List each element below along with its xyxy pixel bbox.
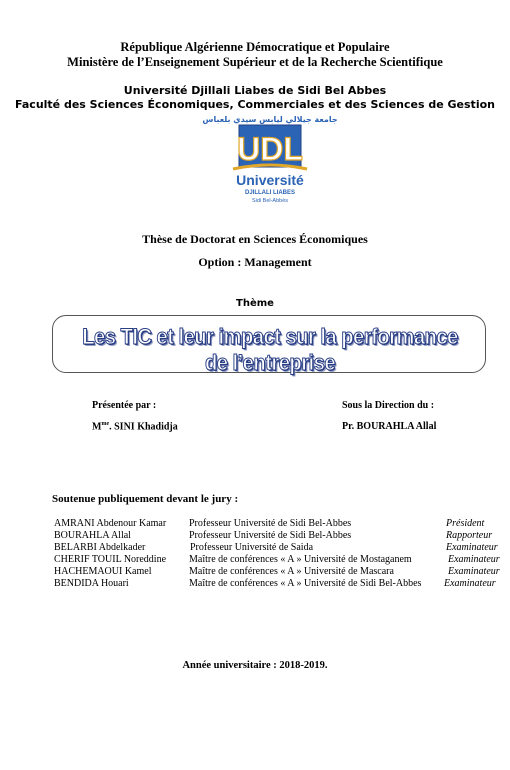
logo-arabic-text: جامعة جيلالي ليابس سيدي بلعباس xyxy=(202,115,338,124)
jury-member-name: BENDIDA Houari xyxy=(54,578,129,589)
jury-member-role: Président xyxy=(446,518,485,529)
jury-member-name: AMRANI Abdenour Kamar xyxy=(54,518,167,529)
logo-monogram: UDL xyxy=(237,131,303,167)
logo-sub1: DJILLALI LIABES xyxy=(244,190,296,196)
jury-row xyxy=(0,578,510,590)
jury-member-title: Professeur Université de Sidi Bel-Abbes xyxy=(189,530,352,541)
theme-label: Thème xyxy=(236,298,274,309)
ministry-heading: Ministère de l’Enseignement Supérieur et de la Recherche Scientifique xyxy=(67,55,443,69)
jury-member-name: BOURAHLA Allal xyxy=(54,530,131,541)
jury-row xyxy=(0,518,510,530)
jury-member-role: Rapporteur xyxy=(446,530,493,541)
jury-row xyxy=(0,530,510,542)
jury-member-name: BELARBI Abdelkader xyxy=(54,542,146,553)
jury-member-title: Maître de conférences « A » Université de Sidi Bel-Abbes xyxy=(189,578,422,589)
university-heading: Université Djillali Liabes de Sidi Bel Abbes xyxy=(123,84,387,97)
university-logo xyxy=(202,113,338,209)
director-name: Pr. BOURAHLA Allal xyxy=(342,421,437,432)
presented-label: Présentée par : xyxy=(92,400,157,411)
faculty-heading: Faculté des Sciences Économiques, Commerciales et des Sciences de Gestion xyxy=(15,98,495,111)
jury-member-name: CHERIF TOUIL Noreddine xyxy=(54,554,167,565)
candidate-name: $M^{me}$. SINI Khadidja xyxy=(92,421,178,433)
title-frame xyxy=(52,315,486,373)
jury-member-title: Maître de conférences « A » Université de Mascara xyxy=(189,566,394,577)
jury-member-role: Examinateur xyxy=(448,566,500,577)
academic-year: Année universitaire : 2018-2019. xyxy=(182,660,328,671)
jury-member-name: HACHEMAOUI Kamel xyxy=(54,566,152,577)
direction-label: Sous la Direction du : xyxy=(342,400,435,411)
republic-heading: République Algérienne Démocratique et Populaire xyxy=(120,40,390,54)
thesis-option: Option : Management xyxy=(198,255,312,269)
logo-sub2: Sidi Bel-Abbès xyxy=(251,198,289,204)
jury-member-role: Examinateur xyxy=(444,578,496,589)
jury-heading: Soutenue publiquement devant le jury : xyxy=(52,493,239,505)
jury-member-title: Maître de conférences « A » Université de Mostaganem xyxy=(189,554,412,565)
jury-row xyxy=(0,554,510,566)
jury-row xyxy=(0,542,510,554)
thesis-type: Thèse de Doctorat en Sciences Économiques xyxy=(142,232,368,246)
jury-member-title: Professeur Université de Saida xyxy=(190,542,314,553)
jury-member-role: Examinateur xyxy=(446,542,498,553)
logo-name: Université xyxy=(236,172,304,188)
jury-member-title: Professeur Université de Sidi Bel-Abbes xyxy=(189,518,352,529)
jury-member-role: Examinateur xyxy=(448,554,500,565)
thesis-title: Les TIC et leur impact sur la performance de l’entreprise xyxy=(82,324,458,375)
jury-row xyxy=(0,566,510,578)
